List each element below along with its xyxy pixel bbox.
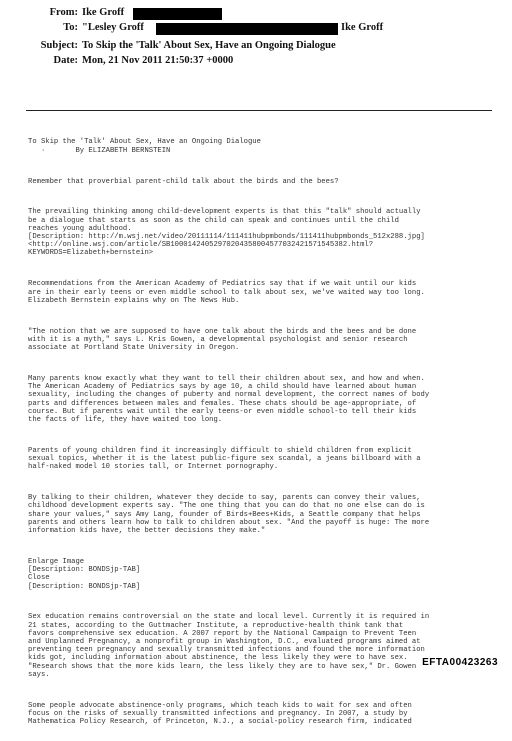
to-value: "Lesley Groff: [82, 22, 144, 33]
body-paragraph: By talking to their children, whatever they decide to say, parents can convey their values, childhood development experts say. "The one thing that you can do that no one else can do is share your values," says Amy Lang, founder of Birds+Bees+Kids, a Seattle company that helps parents and others learn how to talk to children about sex. "And the payoff is huge: The more information kids have, the better decisions they make.": [28, 494, 430, 536]
date-value: Mon, 21 Nov 2011 21:50:37 +0000: [82, 55, 234, 66]
body-paragraph: Recommendations from the American Academy of Pediatrics say that if we wait until our kids are in their early teens or even middle school to talk about sex, we've waited way too long. Elizabeth Bernstein explains why on The News Hub.: [28, 280, 425, 305]
body-paragraph: Remember that proverbial parent-child talk about the birds and the bees?: [28, 177, 339, 186]
from-label: From:: [49, 7, 78, 18]
header-divider: [26, 110, 492, 111]
from-value: Ike Groff: [82, 7, 125, 18]
body-paragraph: Parents of young children find it increasingly difficult to shield children from explicit sexual topics, whether it is the latest public-figure sex scandal, a jeans billboard with a half-naked model 10 stories tall, or Internet pornography.: [28, 446, 421, 472]
body-paragraph: "The notion that we are supposed to have one talk about the birds and the bees and be done with it is a myth," says L. Kris Gowen, a developmental psychologist and senior research associate at Portland State University in Oregon.: [28, 327, 417, 353]
redaction-box: [156, 23, 338, 35]
body-paragraph: Enlarge Image [Description: BONDSjp-TAB] Close [Description: BONDSjp-TAB]: [28, 557, 141, 591]
bates-number: EFTA00423263: [422, 657, 498, 668]
date-label: Date:: [53, 55, 78, 66]
body-paragraph: Sex education remains controversial on the state and local level. Currently it is required in 21 states, according to the Guttmacher Institute, a reproductive-health think tank that favors comprehensive sex education. A 2007 report by the National Campaign to Prevent Teen and Unplanned Pregnancy, a nonprofit group in Washington, D.C., evaluated programs aimed at preventing teen pregnancy and sexually transmitted infections and found the more information kids got, including information about abstinence, the less likely they were to have sex. "Research shows that the more kids learn, the less likely they are to have sex," Dr. Gowen says.: [28, 613, 430, 679]
article-headline: To Skip the 'Talk' About Sex, Have an Ongoing Dialogue · By ELIZABETH BERNSTEIN: [28, 138, 261, 155]
to-label: To:: [63, 22, 78, 33]
body-paragraph: Some people advocate abstinence-only programs, which teach kids to wait for sex and often focus on the risks of sexually transmitted infections and pregnancy. In 2007, a study by Mathematica Policy Research, of Princeton, N.J., a social-policy research firm, indicated: [28, 701, 412, 727]
body-paragraph: The prevailing thinking among child-development experts is that this "talk" should actually be a dialogue that starts as soon as the child can speak and continues until the child reaches young adulthood. [Description: http://m.wsj.net/video/20111114/111411hubpmbonds/111411hubpmbonds_512x288.jpg] <http://online.wsj.com/article/SB10001424052970204358004577032421571545382.html? KEYWORDS=Elizabeth+bernstein>: [28, 208, 425, 258]
body-paragraph: Many parents know exactly what they want to tell their children about sex, and how and when. The American Academy of Pediatrics says by age 10, a child should have learned about human sexuality, including the changes of puberty and normal development, the correct names of body parts and differences between males and females. These chats should be age-appropriate, of course. But if parents wait until the early teens-or even middle school-to tell their kids the facts of life, they have waited too long.: [28, 374, 430, 424]
subject-label: Subject:: [40, 40, 78, 51]
subject-value: To Skip the 'Talk' About Sex, Have an Ongoing Dialogue: [82, 40, 336, 51]
to-suffix: Ike Groff: [341, 22, 384, 33]
redaction-box: [133, 8, 222, 20]
email-body: [28, 122, 490, 741]
